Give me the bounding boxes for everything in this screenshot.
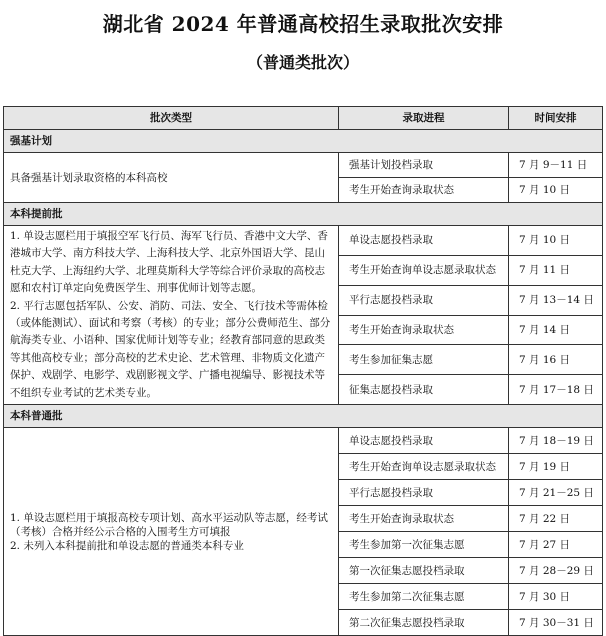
- process-cell: 考生开始查询录取状态: [339, 315, 509, 345]
- process-cell: 考生开始查询单设志愿录取状态: [339, 454, 509, 480]
- page-title: 湖北省 2024 年普通高校招生录取批次安排: [102, 12, 504, 36]
- process-cell: 考生参加征集志愿: [339, 345, 509, 375]
- process-cell: 平行志愿投档录取: [339, 285, 509, 315]
- batch-description: 1. 单设志愿栏用于填报空军飞行员、海军飞行员、香港中文大学、香港城市大学、南方科技大学、上海科技大学、北京外国语大学、昆山杜克大学、上海纽约大学、北理莫斯科大学等综合评价录取的高校志愿和农村订单定向免费医学生、刑事优师计划等志愿。 2. 平行志愿包括军队、公安、消防、司法、安全、飞行技术等需体检（或体能测试）、面试和考察（考核）的专业；部分公费师范生、部分航海类专业、小语种、国家优师计划等专业；经教育部同意的思政类等其他高校专业；部分高校的艺术史论、艺术管理、非物质文化遗产保护、戏剧学、电影学、戏剧影视文学、广播电视编导、影视技术等不组织专业考试的艺术类专业。: [4, 226, 339, 405]
- process-cell: 征集志愿投档录取: [339, 375, 509, 405]
- time-cell: 7 月 22 日: [509, 506, 603, 532]
- header-time: 时间安排: [509, 107, 603, 130]
- time-cell: 7 月 10 日: [509, 178, 603, 203]
- time-cell: 7 月 9－11 日: [509, 153, 603, 178]
- process-cell: 第一次征集志愿投档录取: [339, 558, 509, 584]
- process-cell: 考生参加第二次征集志愿: [339, 584, 509, 610]
- process-cell: 强基计划投档录取: [339, 153, 509, 178]
- time-cell: 7 月 14 日: [509, 315, 603, 345]
- process-cell: 平行志愿投档录取: [339, 480, 509, 506]
- section-title: 本科普通批: [4, 405, 603, 428]
- batch-description: 具备强基计划录取资格的本科高校: [4, 153, 339, 203]
- time-cell: 7 月 30 日: [509, 584, 603, 610]
- process-cell: 考生开始查询单设志愿录取状态: [339, 255, 509, 285]
- time-cell: 7 月 21－25 日: [509, 480, 603, 506]
- page-subtitle: （普通类批次）: [246, 53, 359, 72]
- time-cell: 7 月 19 日: [509, 454, 603, 480]
- time-cell: 7 月 10 日: [509, 226, 603, 256]
- time-cell: 7 月 30－31 日: [509, 610, 603, 636]
- table-row: [4, 428, 603, 454]
- time-cell: 7 月 13－14 日: [509, 285, 603, 315]
- process-cell: 考生参加第一次征集志愿: [339, 532, 509, 558]
- schedule-table: [3, 106, 603, 636]
- time-cell: 7 月 18－19 日: [509, 428, 603, 454]
- time-cell: 7 月 27 日: [509, 532, 603, 558]
- process-cell: 单设志愿投档录取: [339, 226, 509, 256]
- process-cell: 单设志愿投档录取: [339, 428, 509, 454]
- process-cell: 考生开始查询录取状态: [339, 506, 509, 532]
- header-process: 录取进程: [339, 107, 509, 130]
- table-header-row: [4, 107, 603, 130]
- section-title: 强基计划: [4, 130, 603, 153]
- time-cell: 7 月 28－29 日: [509, 558, 603, 584]
- section-row: [4, 130, 603, 153]
- time-cell: 7 月 17－18 日: [509, 375, 603, 405]
- section-row: [4, 203, 603, 226]
- table-row: [4, 153, 603, 178]
- section-row: [4, 405, 603, 428]
- header-batch-type: 批次类型: [4, 107, 339, 130]
- time-cell: 7 月 11 日: [509, 255, 603, 285]
- table-row: [4, 226, 603, 256]
- process-cell: 考生开始查询录取状态: [339, 178, 509, 203]
- batch-description: 1. 单设志愿栏用于填报高校专项计划、高水平运动队等志愿，经考试（考核）合格并经公示合格的入围考生方可填报 2. 未列入本科提前批和单设志愿的普通类本科专业: [4, 428, 339, 636]
- section-title: 本科提前批: [4, 203, 603, 226]
- time-cell: 7 月 16 日: [509, 345, 603, 375]
- process-cell: 第二次征集志愿投档录取: [339, 610, 509, 636]
